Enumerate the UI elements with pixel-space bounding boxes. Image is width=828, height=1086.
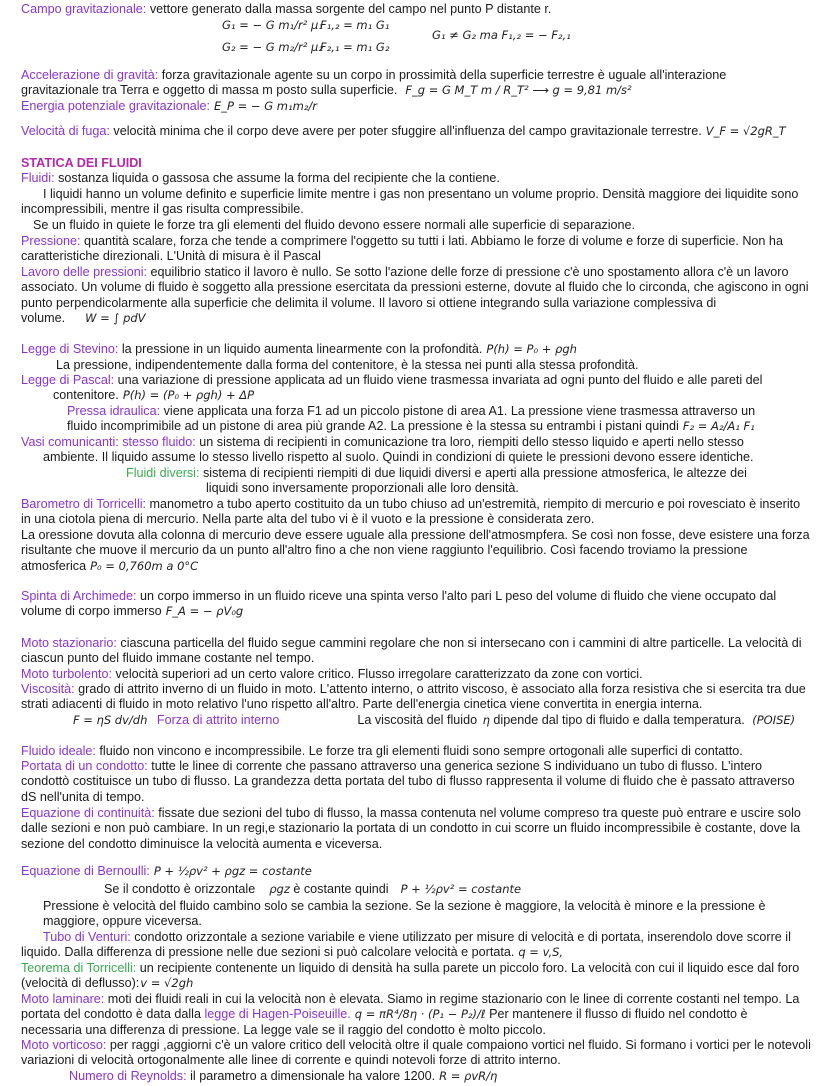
continuita-block: Equazione di continuità: fissate due sezioni del tubo di flusso, la massa contenuta nel volume compreso tra queste può entrare e uscire solo dalle sezioni e non può cambiare. In un regi,e stazionario la portata di un condotto in cui scorre un fluido incompressibile è costante, dove la sezione del condotto diminuisce la velocità aumenta e viceversa. [21,806,801,851]
idraulica-block: Pressa idraulica: viene applicata una forza F1 ad un piccolo pistone di area A1. La pressione viene trasmessa attraverso un fluido incomprimibile ad un pistone di area più grande A2. La pressione è la stessa su entrambi i pistani quindi F₂ = A₂/A₁ F₁ [67,404,756,434]
term-hagen: legge di Hagen-Poiseuille. [204,1007,351,1022]
pressione-block: Pressione: quantità scalare, forza che tende a comprimere l'oggetto su tutti i lati. Abbiamo le forze di volume e forze di superficie. Non ha caratteristiche direzionali. L'Unità di misura è il Pascal [21,234,783,264]
term-bernoulli: Equazione di Bernoulli: [21,864,150,878]
statica-heading: STATICA DEI FLUIDI [21,156,142,170]
hw-idraulica: F₂ = A₂/A₁ F₁ [682,419,755,434]
campo-line: Campo gravitazionale: vettore generato dalla massa sorgente del campo nel punto P distante r. [21,2,552,16]
term-portata: Portata di un condotto: [21,759,148,773]
term-lavoro: Lavoro delle pressioni: [21,265,148,279]
term-campo: Campo gravitazionale: [21,2,147,16]
viscosita-block: Viscosità: grado di attrito inverno di un fluido in moto. L'attento interno, o attrito viscoso, è associato alla forza resistiva che si esercita tra due strati adiacenti di fluido in moto relativo l'uno rispetto all'altro. Parte dell'energia cinetica viene convertita in energia interna. [21,682,806,712]
term-barometro: Barometro di Torricelli: [21,497,147,511]
stevino-line2: La pressione, indipendentemente dalla forma del contenitore, è la stessa nei punti alla stessa profondità. [56,358,639,372]
term-venturi: Tubo di Venturi: [43,930,131,944]
hw-torricelli: v = √2gh [140,976,194,991]
term-archimede: Spinta di Archimede: [21,589,137,603]
hw-f12: F₁,₂ = m₁ G₁ [320,18,390,32]
term-accelerazione: Accelerazione di gravità: [21,68,159,82]
term-ideale: Fluido ideale: [21,744,96,758]
stevino-block: Legge di Stevino: la pressione in un liquido aumenta linearmente con la profondità. P(h) = P₀ + ρgh [21,342,577,356]
hw-g2: G₂ = − G m₂/r² μ₂ [222,40,323,54]
hw-bernoulli: P + ½ρv² + ρgz = costante [153,864,312,878]
portata-block: Portata di un condotto: tutte le linee di corrente che passano attraverso una generica sezione S individuano un tubo di flusso. L'intero condottò costituisce un tubo di flusso. La grandezza detta portata del tubo di flusso rappresenta il volume di fluido che è passato attraverso dS nell'unita di tempo. [21,759,795,804]
pascal-block: Legge di Pascal: una variazione di pressione applicata ad un fluido viene trasmessa invariata ad ogni punto del fluido e alle pareti del contenitore. P(h) = (P₀ + ρgh) + ΔP [21,373,763,403]
hw-accelerazione: F_g = G M_T m / R_T² ⟶ g = 9,81 m/s² [405,83,632,98]
lavoro-block: Lavoro delle pressioni: equilibrio statico il lavoro è nullo. Se sotto l'azione delle forze di pressione c'è uno spostamento allora c'è un lavoro associato. Un volume di fluido è soggetto alla pressione esercitata da pressioni esterne, dovute al fluido che lo circonda, che agiscono in ogni punto perpendicolarmente alla superficie che delimita il volume. Il lavoro si ottiene integrando sulla variazione complessiva di volume. W = ∫ pdV [21,265,809,326]
diversi-block: Fluidi diversi: sistema di recipienti riempiti di due liquidi diversi e aperti alla pressione atmosferica, le altezze dei liquidi sono inversamente proporzionali alle loro densità. [126,466,747,496]
term-attrito: Forza di attrito interno [156,713,280,727]
hw-archimede: F_A = − ρV₀g [165,604,244,619]
term-vasi: Vasi comunicanti: stesso fluido: [21,435,196,449]
term-vorticoso: Moto vorticoso: [21,1038,107,1052]
term-turbolento: Moto turbolento: [21,667,113,681]
hw-reynolds: R = ρvR/η [439,1069,498,1083]
term-idraulica: Pressa idraulica: [67,404,161,418]
term-stevino: Legge di Stevino: [21,342,119,356]
hw-pascal: P(h) = (P₀ + ρgh) + ΔP [122,388,255,403]
bernoulli-text: Pressione è velocità del fluido cambino solo se cambia la sezione. Se la sezione è maggiore, la velocità è minore e la pressione è maggiore, oppure viceversa. [43,899,766,929]
hw-stevino: P(h) = P₀ + ρgh [486,342,577,356]
fuga-line: Velocità di fuga: velocità minima che il corpo deve avere per poter sfuggire all'influenza del campo gravitazionale terrestre. V_F = √2gR_T [21,124,786,138]
accelerazione-block: Accelerazione di gravità: forza gravitazionale agente su un corpo in prossimità della superficie terrestre è uguale all'interazione gravitazionale tra Terra e oggetto di massa m posto sulla superficie. F_g = G M_T m / R_T² ⟶ g = 9,81 m/s² Energia potenziale gravitazionale: E_P = − G m₁m₂/r [21,68,727,113]
vorticoso-block: Moto vorticoso: per raggi ,aggiorni c'è un valore critico dell velocità oltre il quale compaiono vortici nel fluido. Si formano i vortici per le notevoli variazioni di velocità ortogonalmente alle linee di corrente e quindi notevoli forze di attrito interno. [21,1038,811,1068]
hw-barometro: P₀ = 0,760m a 0°C [90,558,199,573]
torricelli-block: Teorema di Torricelli: un recipiente contenente un liquido di densità ha sulla parete un piccolo foro. La velocità con cui il liquido esce dal foro (velocità di deflusso):v = √2gh [21,961,800,991]
term-viscosita: Viscosità: [21,682,75,696]
term-energia: Energia potenziale gravitazionale: [21,98,211,113]
term-reynolds: Numero di Reynolds: [69,1069,187,1083]
hw-g1: G₁ = − G m₁/r² μ₁ [222,18,323,32]
reynolds-line: Numero di Reynolds: il parametro a dimensionale ha valore 1200. R = ρvR/η [69,1069,498,1083]
hw-energia: E_P = − G m₁m₂/r [214,98,318,113]
term-continuita: Equazione di continuità: [21,806,155,820]
term-torricelli: Teorema di Torricelli: [21,961,137,975]
fluidi-line: Fluidi: sostanza liquida o gassosa che assume la forma del recipiente che la contiene. [21,171,500,185]
term-diversi: Fluidi diversi: [126,466,200,480]
hw-fuga: V_F = √2gR_T [705,124,786,138]
term-laminare: Moto laminare: [21,992,105,1006]
laminare-block: Moto laminare: moti dei fluidi reali in cui la velocità non è elevata. Siamo in regime stazionario con le linee di corrente costanti nel tempo. La portata del condotto è data dalla legge di Hagen-Poiseuille. q = πR⁴/8η · (P₁ − P₂)/ℓ Per mantenere il flusso di fluido nel condotto è necessaria una differenza di pressione. La legge vale se il raggio del condotto è molto piccolo. [21,992,800,1037]
hw-neq: G₁ ≠ G₂ ma F₁,₂ = − F₂,₁ [432,28,571,42]
bernoulli-line2: Se il condotto è orizzontale ρgz è costante quindi P + ½ρv² = costante [104,882,522,896]
archimede-block: Spinta di Archimede: un corpo immerso in un fluido riceve una spinta verso l'alto pari L peso del volume di fluido che viene occupato dal volume di corpo immerso F_A = − ρV₀g [21,589,777,619]
term-stazionario: Moto stazionario: [21,636,117,650]
hw-venturi: q = v,S, [518,945,564,960]
hw-f21: F₂,₁ = m₁ G₂ [320,40,390,54]
barometro-block: Barometro di Torricelli: manometro a tubo aperto costituito da un tubo chiuso ad un'estremità, riempito di mercurio e poi rovesciato è inserito in una ciotola piena di mercurio. Nella parte alta del tubo vi è il vuoto e la pressione è considerata zero. La oressione dovuta alla colonna di mercurio deve essere uguale alla pressione dell'atmosmpfera. Se così non fosse, deve esistere una forza risultante che muove il mercurio da un punto all'altro fino a che non viene raggiunto l'equilibrio. Così facendo troviamo la pressione atmosferica P₀ = 0,760m a 0°C [21,497,810,573]
venturi-block: Tubo di Venturi: condotto orizzontale a sezione variabile e viene utilizzato per misure di velocità e di portata, inserendolo dove scorre il liquido. Dalla differenza di pressione nelle due sezioni si può calcolare velocità e portata. q = v,S, [21,930,791,960]
turbolento-line: Moto turbolento: velocità superiori ad un certo valore critico. Flusso irregolare caratterizzato da zone con vortici. [21,667,643,681]
ideale-line: Fluido ideale: fluido non vincono e incompressibile. Le forze tra gli elementi fluidi sono sempre ortogonali alle superfici di contatto. [21,744,743,758]
term-pressione: Pressione: [21,234,81,248]
viscosita-line2: F = ηS dv/dh Forza di attrito interno La viscosità del fluido η dipende dal tipo di fluido e dalla temperatura. (POISE) [73,713,796,727]
term-pascal: Legge di Pascal: [21,373,115,387]
hw-viscosita: F = ηS dv/dh [73,713,148,727]
bernoulli-line [21,864,811,879]
stazionario-block: Moto stazionario: ciascuna particella del fluido segue cammini regolare che non si intersecano con i cammini di altre particelle. La velocità di ciascun punto del fluido immane costante nel tempo. [21,636,802,666]
liquidi-paragraph: I liquidi hanno un volume definito e superficie limite mentre i gas non presentano un volume proprio. Densità maggiore dei liquidite sono incompressibili, mentre il gas risulta compressibile. [21,187,799,217]
vasi-block: Vasi comunicanti: stesso fluido: un sistema di recipienti in comunicazione tra loro, riempiti dello stesso liquido e aperti nello stesso ambiente. Il liquido assume lo stesso livello rispetto al suolo. Quindi in condizioni di quiete le pressioni devono essere identiche. [21,435,754,465]
hw-lavoro: W = ∫ pdV [85,311,146,326]
hw-laminare: q = πR⁴/8η · (P₁ − P₂)/ℓ [354,1007,486,1022]
term-fuga: Velocità di fuga: [21,124,110,138]
quiete-line: Se un fluido in quiete le forze tra gli elementi del fluido devono essere normali alle superficie di separazione. [33,218,636,232]
term-fluidi: Fluidi: [21,171,55,185]
